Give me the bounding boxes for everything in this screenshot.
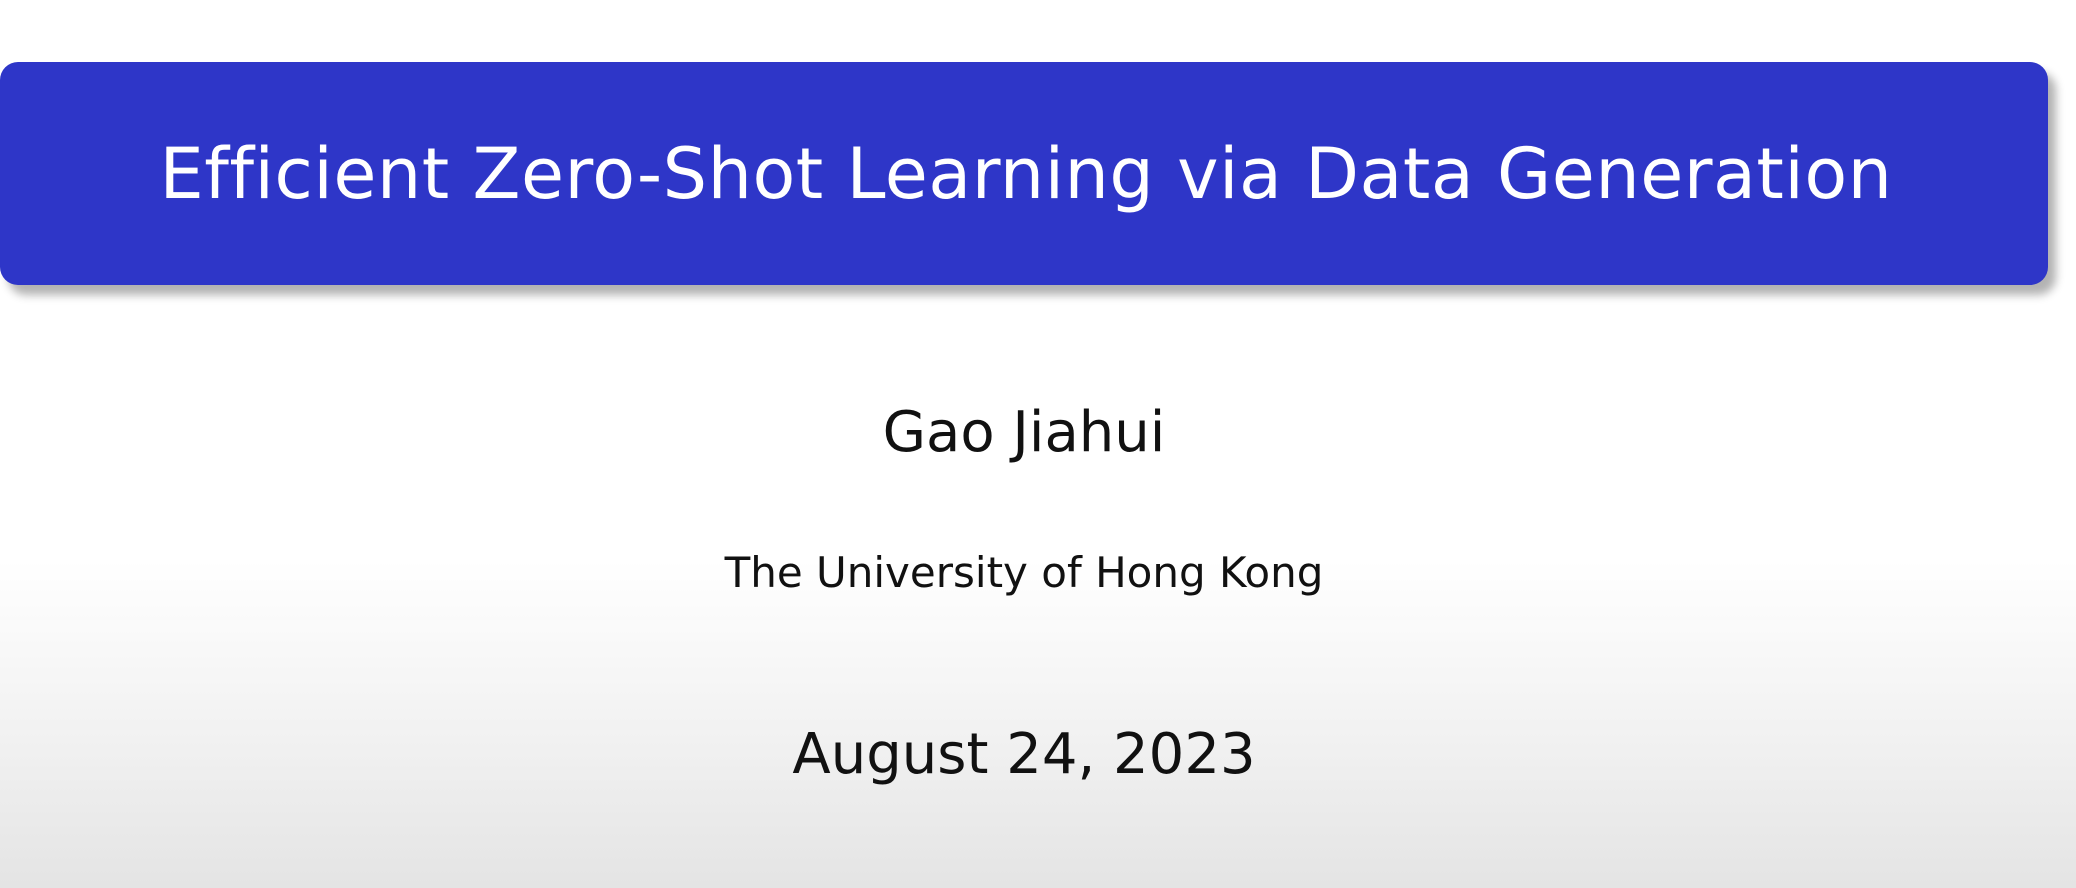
institute-name: The University of Hong Kong: [724, 548, 1324, 597]
author-name: Gao Jiahui: [882, 400, 1166, 465]
slide-title: Efficient Zero-Shot Learning via Data Generation: [159, 132, 1893, 215]
presentation-date: August 24, 2023: [792, 722, 1256, 787]
title-bar: [0, 62, 2048, 285]
